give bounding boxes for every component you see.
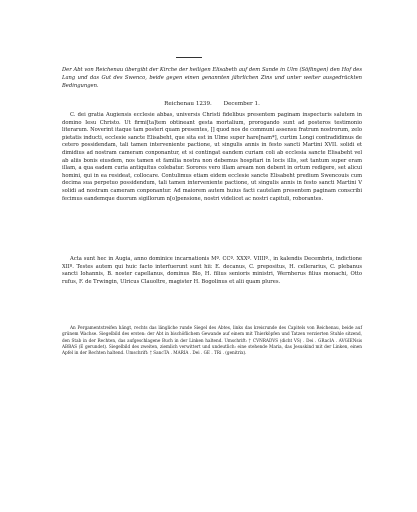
document-dateline (62, 101, 362, 108)
document-headnote: Der Abt von Reichenau übergibt der Kirche der heiligen Elisabeth auf dem Sande in Ulm (Söflingen) den Hof des Lang und das Gut des Swenco, beide gegen einen genannten jährlichen Zins und unter weiter ausgedrückten Bedingungen. (62, 67, 362, 90)
dateline-day: December 1. (223, 101, 260, 107)
page-header-rule (176, 57, 202, 58)
charter-text-paragraph-2: Acta sunt hec in Augia, anno dominice incarnationis Mº. CCº. XXXº. VIIIIº., in kalendis Decembris, indictione XIIº. Testes autem qui huic facto interfuerunt sunt hii: E. decanus, C. prepositus, H. cellerarius, C. plebanus sancti Iohannis, B. noster capellanus, dominus Blo, H. filius senioris ministri, Wernherus filius monachi, Otto rufus, F. de Trwingin, Ulricus Clauoltre, magister H. Bogolinus et alii quam plures. (62, 256, 362, 285)
dateline-place-year: Reichenau 1239. (164, 101, 212, 107)
charter-text-paragraph-1: C. dei gratia Augiensis ecclesie abbas, universis Christi fidelibus presentem paginam inspecturis salutem in domino Iesu Christo. Ut firmi[ta]tem obtineant gesta mortalium, prorogando sunt ad posteros testimonio literarum. Noverint itaque tam posteri quam presentes, [] quod nos de communi assensu fratrum nostrorum, zelo pietatis inducti, ecclesie sancte Elisabeht, que sita est in Ulme super hare[nam*], curtim Longi contradidimus de cetero possidendam, tali tamen interveniente pactione, ut singulis annis in festo sancti Martini XVII. solidi et dimidius ad nostram cameram conponantur, et si contingat eandem curiam coli ab ecclesia sancte Elisabeht vel ab aliis bonis eiusdem, nos tamen et familia nostra non debemus hospitari in locis illis, set tantum super eram illam, a qua eadem curia antiquitus colebatur. Sorores vero illam aream non debent in ortum redigere, set alicui homini, qui in ea resideat, collocare. Contulimus etiam eidem ecclesie sancte Elisabeht predium Swencouis cum decima sua perpetuo possidendum, tali tamen interveniente pactione, ut singulis annis in festo sancti Martini V solidi ad nostram cameram conponantur. Ad maiorem autem huius facti cautelam presentem paginam conscribi fecimus eandemque duorum sigillorum n[o]pensione, nostri videlicet ac nostri capituli, roborantes. (62, 112, 362, 202)
seal-description-note: An Pergamentstreifen hängt, rechts das längliche runde Siegel des Abtes, links das kreisrunde des Capitels von Reichenau, beide auf grünem Wachse. Siegelbild des ersten: der Abt in bischöflichem Gewande auf einem mit Thierköpfen und Tatzen verzierten Stuhle sitzend, den Stab in der Rechten, das aufgeschlagene Buch in der Linken haltend. Umschrift: † CVNRADVS (dicht VS) . Dei . GRacIA . AVGIENsis ABBAS (E gerundet). Siegelbild des zweiten, ziemlich verwittert und undeutlich: eine stehende Maria, das Jesuskind mit der Linken, einen Apfel in der Rechten haltend. Umschrift: † SancTA . MARIA . Dei . GE . TRi . (genitrix). (62, 325, 362, 356)
